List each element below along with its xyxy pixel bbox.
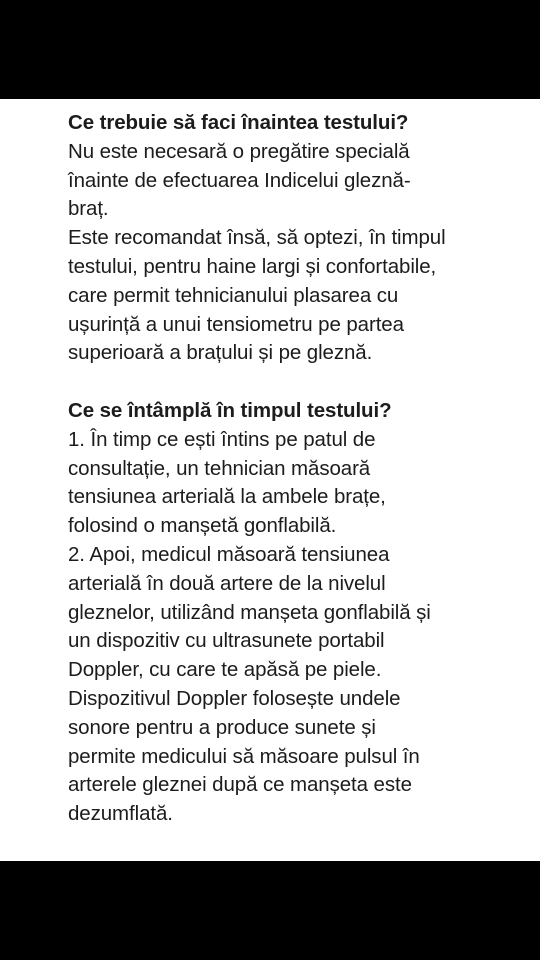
paragraph-line: Dispozitivul Doppler folosește undele (68, 686, 401, 710)
document-content (0, 99, 540, 861)
paragraph-line: sonore pentru a produce sunete și (68, 715, 376, 739)
section-heading-during-test: Ce se întâmplă în timpul testului? (68, 398, 392, 422)
paragraph-line: gleznelor, utilizând manșeta gonflabilă și (68, 600, 431, 624)
section-spacer (68, 368, 528, 397)
paragraph-line: dezumflată. (68, 802, 173, 826)
paragraph-line: care permit tehnicianului plasarea cu (68, 283, 399, 307)
bottom-black-bar (0, 861, 540, 960)
paragraph-line: înainte de efectuarea Indicelui gleznă- (68, 168, 411, 192)
paragraph-line: arterială în două artere de la nivelul (68, 571, 386, 595)
paragraph-line: braț. (68, 197, 109, 221)
paragraph-line: 2. Apoi, medicul măsoară tensiunea (68, 542, 390, 566)
paragraph-line: arterele gleznei după ce manșeta este (68, 773, 412, 797)
paragraph-line: tensiunea arterială la ambele brațe, (68, 485, 386, 509)
paragraph-line: ușurință a unui tensiometru pe partea (68, 312, 404, 336)
paragraph-line: folosind o manșetă gonflabilă. (68, 514, 337, 538)
paragraph-line: Este recomandat însă, să optezi, în timpul (68, 226, 446, 250)
article-text (68, 109, 528, 829)
top-black-bar (0, 0, 540, 99)
paragraph-line: testului, pentru haine largi și confortabile, (68, 254, 437, 278)
paragraph-line: permite medicului să măsoare pulsul în (68, 744, 420, 768)
paragraph-line: un dispozitiv cu ultrasunete portabil (68, 629, 385, 653)
paragraph-line: consultație, un tehnician măsoară (68, 456, 371, 480)
paragraph-line: Nu este necesară o pregătire specială (68, 139, 410, 163)
paragraph-line: 1. În timp ce ești întins pe patul de (68, 427, 376, 451)
section-heading-before-test: Ce trebuie să faci înaintea testului? (68, 111, 409, 134)
paragraph-line: Doppler, cu care te apăsă pe piele. (68, 658, 382, 682)
paragraph-line: superioară a brațului și pe gleznă. (68, 341, 373, 365)
